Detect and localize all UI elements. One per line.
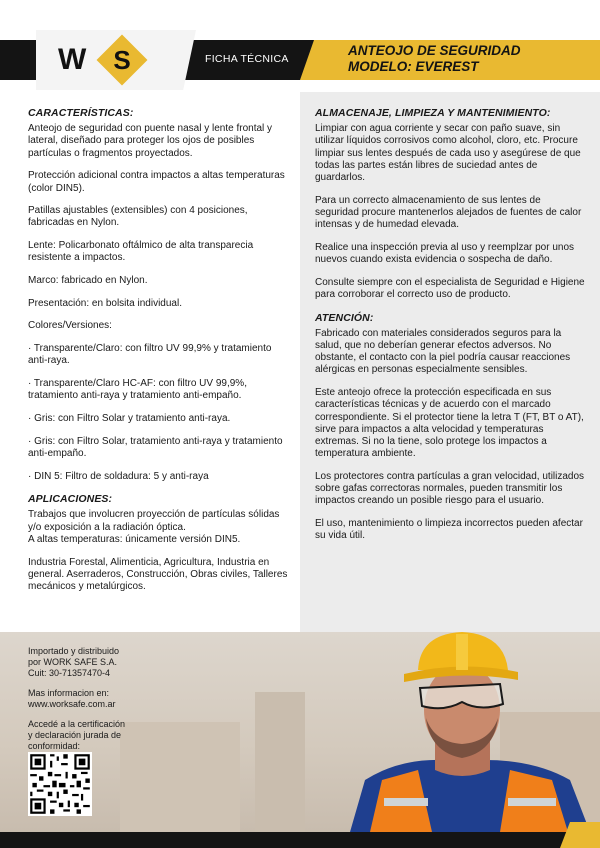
- right-paragraph-4: Consulte siempre con el especialista de Seguridad e Higiene para corroborar el correcto uso de producto.: [315, 276, 585, 300]
- left-paragraph-2: Protección adicional contra impactos a altas temperaturas (color DIN5).: [28, 170, 285, 194]
- left-paragraph-3: Patillas ajustables (extensibles) con 4 posiciones, fabricadas en Nylon.: [28, 205, 248, 229]
- more-info-label: Mas informacion en:: [28, 688, 110, 698]
- left-paragraph-5: Marco: fabricado en Nylon.: [28, 275, 148, 287]
- certification-line: Accedé a la certificación: [28, 719, 126, 729]
- title-line-2: MODELO: EVEREST: [348, 59, 479, 74]
- almacenaje-heading: ALMACENAJE, LIMPIEZA Y MANTENIMIENTO:: [315, 107, 551, 119]
- right-column-text: [315, 107, 587, 553]
- qr-code-icon[interactable]: [28, 752, 92, 816]
- right-paragraph-1: Limpiar con agua corriente y secar con paño suave, sin utilizar líquidos corrosivos como alcohol, cloro, etc. Procure limpiar sus lentes después de cada uso y asegúrese de que todas las partes están libres de suciedad antes de guardarlos.: [315, 123, 581, 184]
- atencion-paragraph-2: Este anteojo ofrece la protección especificada en sus características técnicas y de acuerdo con el marcado correspondiente. Si el protector tiene la letra T (FT, BT o AT), sirve para impactos a alta velocidad y temperaturas extremas. Si no la tiene, solo protege los impactos a temperatura ambiente.: [315, 387, 584, 460]
- atencion-paragraph-3: Los protectores contra partículas a gran velocidad, utilizados sobre gafas correctoras normales, pueden transmitir los impactos creando un posible riesgo para el usuario.: [315, 470, 585, 507]
- importer-line: Importado y distribuido: [28, 646, 120, 656]
- left-paragraph-4: Lente: Policarbonato oftálmico de alta transparecia resistente a impactos.: [28, 240, 254, 264]
- left-paragraph-7: Colores/Versiones:: [28, 320, 112, 332]
- worker-photo: [340, 630, 600, 832]
- left-column-text: [28, 107, 290, 604]
- certification-line: y declaración jurada de: [28, 730, 122, 740]
- certification-line: conformidad:: [28, 741, 81, 751]
- version-item: · Gris: con Filtro Solar, tratamiento anti-raya y tratamiento anti-empaño.: [28, 435, 283, 459]
- atencion-heading: ATENCIÓN:: [315, 311, 374, 324]
- title-line-1: ANTEOJO DE SEGURIDAD: [348, 43, 521, 58]
- version-item: · Transparente/Claro: con filtro UV 99,9% y tratamiento anti-raya.: [28, 343, 272, 367]
- background-building: [255, 692, 305, 832]
- left-paragraph-1: Anteojo de seguridad con puente nasal y lente frontal y lateral, diseñado para proteger los ojos de posibles partículas o fragmentos proyectados.: [28, 123, 273, 159]
- importer-block: [28, 646, 168, 679]
- right-paragraph-3: Realice una inspección previa al uso y reemplzar por unos nuevos cuando exista evidencia o sospecha de daño.: [315, 241, 575, 266]
- cuit-line: Cuit: 30-71357470-4: [28, 668, 111, 678]
- importer-info: [28, 646, 168, 761]
- atencion-paragraph-4: El uso, mantenimiento o limpieza incorrectos pueden afectar su vida útil.: [315, 517, 583, 542]
- certification-block: [28, 719, 168, 752]
- right-paragraph-2: Para un correcto almacenamiento de sus lentes de seguridad procure mantenerlos alejados de fuentes de calor intensas y de humedad elevada.: [315, 194, 582, 231]
- top-margin: [0, 0, 600, 14]
- logo-letter-w: W: [58, 43, 87, 76]
- aplicaciones-text-1: Trabajos que involucren proyección de partículas sólidas y/o exposición a la radiación óptica.: [28, 509, 280, 533]
- left-paragraph-6: Presentación: en bolsita individual.: [28, 297, 182, 309]
- version-item: · Gris: con Filtro Solar y tratamiento anti-raya.: [28, 412, 231, 424]
- aplicaciones-heading: APLICACIONES:: [28, 493, 113, 506]
- website-block: [28, 688, 168, 710]
- ficha-label: FICHA TÉCNICA: [205, 53, 289, 65]
- logo: [56, 36, 156, 84]
- importer-line: por WORK SAFE S.A.: [28, 657, 118, 667]
- website-link[interactable]: www.worksafe.com.ar: [28, 699, 116, 709]
- caracteristicas-heading: CARACTERÍSTICAS:: [28, 107, 134, 119]
- page-title: [348, 43, 578, 75]
- version-item: · Transparente/Claro HC-AF: con filtro UV 99,9%, tratamiento anti-raya y tratamiento anti-empaño.: [28, 378, 247, 402]
- aplicaciones-text-3: Industria Forestal, Alimenticia, Agricultura, Industria en general. Aserraderos, Construcción, Obras civiles, Talleres mecánicos y metalúrgicos.: [28, 556, 288, 592]
- logo-letter-s: S: [113, 45, 131, 75]
- footer-bar: [0, 832, 600, 848]
- aplicaciones-text-2: A altas temperaturas: únicamente versión DIN5.: [28, 533, 241, 545]
- atencion-paragraph-1: Fabricado con materiales considerados seguros para la salud, que no deberían generar efectos adversos. No obstante, el contacto con la piel podría causar reacciones alérgicas en personas especialmente sensibles.: [315, 327, 571, 376]
- version-item: · DIN 5: Filtro de soldadura: 5 y anti-raya: [28, 470, 209, 482]
